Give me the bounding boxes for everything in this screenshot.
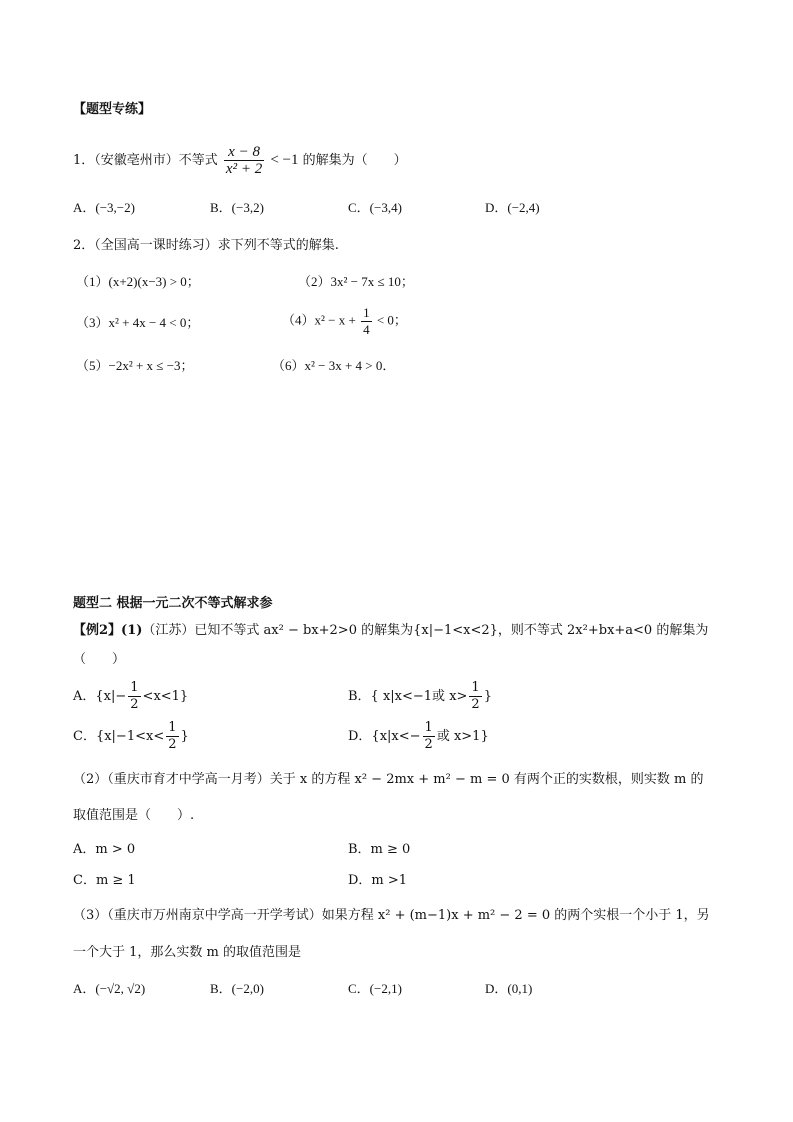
example-2-part-1 bbox=[73, 621, 708, 641]
p1-option-a-fraction bbox=[128, 680, 140, 713]
example-2-part-3-line-2: 一个大于 1，那么实数 m 的取值范围是 bbox=[73, 945, 301, 960]
p1-option-c bbox=[73, 720, 189, 753]
fraction-numerator: 1 bbox=[424, 720, 433, 735]
fraction-numerator: 1 bbox=[363, 305, 370, 320]
q2-item-4-pre: （4）x² − x + bbox=[282, 312, 356, 328]
p1-option-d-post: 或 x>1} bbox=[436, 729, 489, 744]
example-2-part-2-line-1: （2）（重庆市育才中学高一月考）关于 x 的方程 x² − 2mx + m² − m = 0 有两个正的实数根，则实数 m 的 bbox=[73, 772, 704, 787]
fraction-denominator: 2 bbox=[168, 737, 177, 752]
p2-option-b: B．m ≥ 0 bbox=[348, 842, 411, 857]
q2-item-5: （5）−2x² + x ≤ −3； bbox=[76, 358, 194, 373]
example-2-part-1-tag: (1) bbox=[121, 623, 143, 638]
q2-item-4-post: < 0； bbox=[376, 312, 407, 328]
q2-item-4-fraction bbox=[361, 305, 372, 338]
p1-option-a-pre: A．{x|− bbox=[73, 689, 127, 704]
section-heading-practice: 【题型专练】 bbox=[73, 102, 152, 117]
p3-option-d: D．(0,1) bbox=[485, 981, 533, 996]
fraction-denominator: 2 bbox=[424, 737, 433, 752]
q2-item-6: （6）x² − 3x + 4 > 0． bbox=[272, 358, 396, 373]
p2-option-c: C．m ≥ 1 bbox=[73, 873, 136, 888]
q1-option-b: B．(−3,2) bbox=[210, 200, 264, 215]
section-heading-type-2: 题型二 根据一元二次不等式解求参 bbox=[73, 596, 273, 611]
fraction-denominator: 4 bbox=[363, 322, 370, 337]
p1-option-d-pre: D．{x|x<− bbox=[348, 729, 421, 744]
q1-option-c: C．(−3,4) bbox=[348, 200, 402, 215]
question-2-title: 2．（全国高一课时练习）求下列不等式的解集. bbox=[73, 238, 339, 253]
example-2-part-2-line-2: 取值范围是（ ）. bbox=[73, 808, 195, 823]
p1-option-c-pre: C．{x|−1<x< bbox=[73, 729, 165, 744]
p1-option-d-fraction bbox=[423, 720, 435, 753]
p3-option-b: B．(−2,0) bbox=[210, 981, 264, 996]
example-2-part-1-text: （江苏）已知不等式 ax² − bx+2>0 的解集为{x|−1<x<2}，则不等式 2x²+bx+a<0 的解集为 bbox=[142, 623, 709, 638]
p1-option-a bbox=[73, 680, 188, 713]
p1-option-c-fraction bbox=[166, 720, 178, 753]
example-2-part-3-line-1: （3）（重庆市万州南京中学高一开学考试）如果方程 x² + (m−1)x + m² − 2 = 0 的两个实根一个小于 1，另 bbox=[73, 908, 710, 923]
fraction-numerator: 1 bbox=[471, 680, 480, 695]
p2-option-d: D．m >1 bbox=[348, 873, 408, 888]
q2-item-3: （3）x² + 4x − 4 < 0； bbox=[76, 315, 200, 330]
example-2-label: 【例2】 bbox=[73, 623, 122, 638]
p1-option-b-pre: B．{ x|x<−1或 x> bbox=[348, 689, 468, 704]
q2-item-1: （1）(x+2)(x−3) > 0； bbox=[76, 274, 200, 289]
p2-option-a: A．m > 0 bbox=[73, 842, 136, 857]
p3-option-a: A．(−√2, √2) bbox=[73, 981, 146, 996]
question-1-inequality: < −1 bbox=[270, 152, 299, 168]
fraction-numerator: 1 bbox=[168, 720, 177, 735]
p1-option-d bbox=[348, 720, 489, 753]
fraction-numerator: x − 8 bbox=[224, 144, 264, 161]
q1-option-a: A．(−3,−2) bbox=[73, 200, 135, 215]
p1-option-a-post: <x<1} bbox=[142, 689, 189, 704]
example-2-part-1-paren: （ ） bbox=[73, 652, 126, 667]
question-1-suffix: 的解集为（ ） bbox=[302, 153, 407, 168]
q2-item-2: （2）3x² − 7x ≤ 10； bbox=[298, 274, 414, 289]
question-1 bbox=[73, 144, 407, 177]
p1-option-c-post: } bbox=[180, 729, 189, 744]
p1-option-b bbox=[348, 680, 492, 713]
p1-option-b-post: } bbox=[483, 689, 492, 704]
fraction-denominator: 2 bbox=[471, 697, 480, 712]
fraction-denominator: 2 bbox=[130, 697, 139, 712]
fraction-numerator: 1 bbox=[130, 680, 139, 695]
question-1-prefix: 1．（安徽亳州市）不等式 bbox=[73, 153, 218, 168]
q2-item-4 bbox=[282, 305, 407, 338]
q1-option-d: D．(−2,4) bbox=[485, 200, 540, 215]
question-1-fraction bbox=[224, 144, 264, 177]
p1-option-b-fraction bbox=[469, 680, 481, 713]
p3-option-c: C．(−2,1) bbox=[348, 981, 402, 996]
fraction-denominator: x² + 2 bbox=[225, 161, 263, 177]
